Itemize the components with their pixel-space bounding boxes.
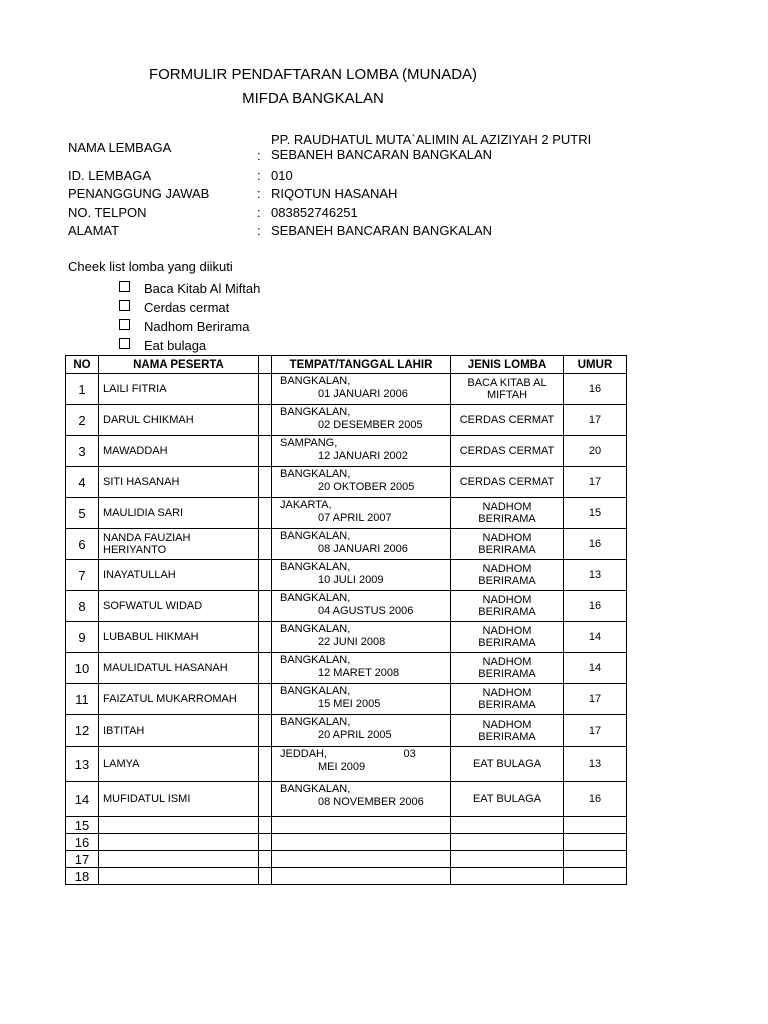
- checkbox-icon[interactable]: [119, 300, 130, 311]
- cell-tempat-tanggal: [272, 529, 451, 560]
- cell-tanggal: 22 JUNI 2008: [318, 636, 386, 648]
- cell-no: 2: [66, 405, 99, 436]
- cell-jenis-lomba: BACA KITAB AL MIFTAH: [451, 374, 564, 405]
- cell-no: 1: [66, 374, 99, 405]
- cell-no: 16: [66, 834, 99, 851]
- table-row: [66, 467, 627, 498]
- cell-umur: 17: [564, 467, 627, 498]
- info-label: ALAMAT: [68, 223, 120, 238]
- cell-spacer: [259, 560, 272, 591]
- cell-nama: LAMYA: [99, 747, 259, 782]
- table-row: [66, 374, 627, 405]
- cell-no: 6: [66, 529, 99, 560]
- cell-nama: [99, 851, 259, 868]
- table-row: [66, 529, 627, 560]
- form-title: FORMULIR PENDAFTARAN LOMBA (MUNADA): [148, 66, 478, 83]
- cell-jenis-lomba: EAT BULAGA: [451, 747, 564, 782]
- cell-umur: [564, 868, 627, 885]
- cell-jenis-lomba: NADHOM BERIRAMA: [451, 684, 564, 715]
- table-row: [66, 782, 627, 817]
- checklist-title: Cheek list lomba yang diikuti: [68, 259, 233, 274]
- cell-jenis-lomba: NADHOM BERIRAMA: [451, 560, 564, 591]
- cell-nama: SITI HASANAH: [99, 467, 259, 498]
- cell-jenis-lomba: CERDAS CERMAT: [451, 405, 564, 436]
- table-row: [66, 405, 627, 436]
- cell-tempat-tanggal: [272, 782, 451, 817]
- cell-tempat-tanggal: [272, 467, 451, 498]
- cell-no: 12: [66, 715, 99, 747]
- cell-tempat-tanggal: [272, 715, 451, 747]
- checklist-item-label: Cerdas cermat: [144, 300, 230, 315]
- cell-umur: 13: [564, 747, 627, 782]
- cell-spacer: [259, 747, 272, 782]
- table-row: [66, 653, 627, 684]
- cell-tempat: SAMPANG,: [280, 437, 338, 449]
- cell-tempat-tanggal: [272, 684, 451, 715]
- cell-tanggal: 04 AGUSTUS 2006: [318, 605, 414, 617]
- checkbox-icon[interactable]: [119, 319, 130, 330]
- table-row: [66, 834, 627, 851]
- header-nama-peserta: NAMA PESERTA: [99, 356, 259, 374]
- cell-spacer: [259, 436, 272, 467]
- cell-spacer: [259, 684, 272, 715]
- table-row: [66, 560, 627, 591]
- cell-tempat: BANGKALAN,: [280, 561, 351, 573]
- info-colon: :: [257, 205, 261, 220]
- cell-spacer: [259, 653, 272, 684]
- cell-no: 7: [66, 560, 99, 591]
- cell-tanggal: 07 APRIL 2007: [318, 512, 392, 524]
- cell-jenis-lomba: NADHOM BERIRAMA: [451, 653, 564, 684]
- info-value: SEBANEH BANCARAN BANGKALAN: [271, 223, 493, 238]
- cell-spacer: [259, 817, 272, 834]
- table-row: [66, 436, 627, 467]
- checklist-item[interactable]: [119, 338, 206, 353]
- table-row: [66, 868, 627, 885]
- cell-tempat: BANGKALAN,: [280, 654, 351, 666]
- cell-umur: 17: [564, 684, 627, 715]
- table-row: [66, 715, 627, 747]
- cell-tempat: BANGKALAN,: [280, 592, 351, 604]
- checkbox-icon[interactable]: [119, 281, 130, 292]
- cell-tempat: JEDDAH, 03: [280, 748, 416, 760]
- cell-nama: LUBABUL HIKMAH: [99, 622, 259, 653]
- cell-no: 15: [66, 817, 99, 834]
- cell-tanggal: 12 JANUARI 2002: [318, 450, 408, 462]
- cell-spacer: [259, 782, 272, 817]
- cell-tempat-tanggal: [272, 374, 451, 405]
- cell-umur: 20: [564, 436, 627, 467]
- cell-spacer: [259, 405, 272, 436]
- cell-no: 17: [66, 851, 99, 868]
- cell-nama: MAULIDATUL HASANAH: [99, 653, 259, 684]
- cell-umur: [564, 851, 627, 868]
- cell-tempat-tanggal: [272, 653, 451, 684]
- cell-tanggal: MEI 2009: [318, 761, 366, 773]
- cell-spacer: [259, 868, 272, 885]
- cell-no: 9: [66, 622, 99, 653]
- cell-umur: 16: [564, 591, 627, 622]
- info-label: NO. TELPON: [68, 205, 147, 220]
- cell-umur: 16: [564, 529, 627, 560]
- cell-tempat: BANGKALAN,: [280, 716, 351, 728]
- info-label: ID. LEMBAGA: [68, 168, 152, 183]
- cell-tanggal: 08 JANUARI 2006: [318, 543, 408, 555]
- info-value: 083852746251: [271, 205, 358, 220]
- table-row: [66, 684, 627, 715]
- cell-jenis-lomba: CERDAS CERMAT: [451, 467, 564, 498]
- cell-spacer: [259, 467, 272, 498]
- cell-umur: 14: [564, 622, 627, 653]
- cell-tempat: BANGKALAN,: [280, 685, 351, 697]
- cell-tempat-tanggal: [272, 591, 451, 622]
- cell-tempat: BANGKALAN,: [280, 783, 351, 795]
- info-label: PENANGGUNG JAWAB: [68, 186, 210, 201]
- cell-nama: SOFWATUL WIDAD: [99, 591, 259, 622]
- cell-tempat: BANGKALAN,: [280, 530, 351, 542]
- cell-no: 3: [66, 436, 99, 467]
- cell-no: 11: [66, 684, 99, 715]
- cell-spacer: [259, 834, 272, 851]
- form-subtitle: MIFDA BANGKALAN: [242, 90, 384, 107]
- cell-tempat-tanggal: [272, 834, 451, 851]
- cell-jenis-lomba: [451, 851, 564, 868]
- cell-jenis-lomba: [451, 817, 564, 834]
- cell-umur: 16: [564, 374, 627, 405]
- cell-spacer: [259, 851, 272, 868]
- table-header-row: [66, 356, 627, 374]
- cell-no: 18: [66, 868, 99, 885]
- cell-umur: [564, 817, 627, 834]
- cell-spacer: [259, 715, 272, 747]
- cell-jenis-lomba: [451, 834, 564, 851]
- cell-no: 10: [66, 653, 99, 684]
- cell-nama: IBTITAH: [99, 715, 259, 747]
- cell-no: 13: [66, 747, 99, 782]
- cell-tempat-tanggal: [272, 868, 451, 885]
- cell-umur: [564, 834, 627, 851]
- cell-tempat-tanggal: [272, 560, 451, 591]
- cell-jenis-lomba: NADHOM BERIRAMA: [451, 498, 564, 529]
- participant-table: [65, 355, 627, 885]
- info-value: RIQOTUN HASANAH: [271, 186, 398, 201]
- header-umur: UMUR: [564, 356, 627, 374]
- info-colon: :: [257, 148, 261, 163]
- cell-spacer: [259, 591, 272, 622]
- checklist-item-label: Nadhom Berirama: [144, 319, 250, 334]
- cell-tanggal: 02 DESEMBER 2005: [318, 419, 423, 431]
- cell-jenis-lomba: NADHOM BERIRAMA: [451, 622, 564, 653]
- cell-tanggal: 10 JULI 2009: [318, 574, 384, 586]
- info-colon: :: [257, 186, 261, 201]
- cell-spacer: [259, 374, 272, 405]
- cell-tanggal: 20 APRIL 2005: [318, 729, 392, 741]
- header-jenis-lomba: JENIS LOMBA: [451, 356, 564, 374]
- cell-nama: MAULIDIA SARI: [99, 498, 259, 529]
- cell-tanggal: 01 JANUARI 2006: [318, 388, 408, 400]
- info-colon: :: [257, 223, 261, 238]
- cell-spacer: [259, 622, 272, 653]
- cell-tempat-tanggal: [272, 436, 451, 467]
- cell-nama: FAIZATUL MUKARROMAH: [99, 684, 259, 715]
- cell-jenis-lomba: CERDAS CERMAT: [451, 436, 564, 467]
- cell-no: 5: [66, 498, 99, 529]
- info-value: PP. RAUDHATUL MUTA`ALIMIN AL AZIZIYAH 2 PUTRI SEBANEH BANCARAN BANGKALAN: [271, 132, 592, 162]
- table-row: [66, 591, 627, 622]
- checklist-item-label: Baca Kitab Al Miftah: [144, 281, 261, 296]
- cell-spacer: [259, 498, 272, 529]
- cell-tanggal: 15 MEI 2005: [318, 698, 381, 710]
- table-row: [66, 498, 627, 529]
- cell-tempat-tanggal: [272, 817, 451, 834]
- cell-tempat-tanggal: [272, 405, 451, 436]
- cell-nama: [99, 817, 259, 834]
- cell-nama: LAILI FITRIA: [99, 374, 259, 405]
- cell-no: 8: [66, 591, 99, 622]
- cell-tanggal: 08 NOVEMBER 2006: [318, 796, 424, 808]
- info-colon: :: [257, 168, 261, 183]
- cell-nama: DARUL CHIKMAH: [99, 405, 259, 436]
- checklist-item[interactable]: [119, 300, 229, 315]
- cell-jenis-lomba: NADHOM BERIRAMA: [451, 715, 564, 747]
- cell-umur: 14: [564, 653, 627, 684]
- cell-jenis-lomba: NADHOM BERIRAMA: [451, 591, 564, 622]
- cell-umur: 17: [564, 405, 627, 436]
- cell-nama: [99, 834, 259, 851]
- cell-nama: MAWADDAH: [99, 436, 259, 467]
- cell-umur: 16: [564, 782, 627, 817]
- checklist-item[interactable]: [119, 281, 260, 296]
- cell-jenis-lomba: NADHOM BERIRAMA: [451, 529, 564, 560]
- cell-nama: INAYATULLAH: [99, 560, 259, 591]
- cell-tempat: JAKARTA,: [280, 499, 332, 511]
- cell-jenis-lomba: EAT BULAGA: [451, 782, 564, 817]
- cell-nama: NANDA FAUZIAH HERIYANTO: [99, 529, 259, 560]
- cell-no: 14: [66, 782, 99, 817]
- table-row: [66, 622, 627, 653]
- cell-umur: 17: [564, 715, 627, 747]
- cell-tempat: BANGKALAN,: [280, 375, 351, 387]
- cell-tempat: BANGKALAN,: [280, 623, 351, 635]
- cell-jenis-lomba: [451, 868, 564, 885]
- cell-tempat-tanggal: [272, 851, 451, 868]
- info-value: 010: [271, 168, 293, 183]
- header-no: NO: [66, 356, 99, 374]
- checklist-item-label: Eat bulaga: [144, 338, 207, 353]
- cell-nama: [99, 868, 259, 885]
- cell-spacer: [259, 529, 272, 560]
- cell-tempat: BANGKALAN,: [280, 406, 351, 418]
- table-row: [66, 851, 627, 868]
- cell-nama: MUFIDATUL ISMI: [99, 782, 259, 817]
- info-label: NAMA LEMBAGA: [68, 140, 172, 155]
- cell-tempat-tanggal: [272, 498, 451, 529]
- table-row: [66, 747, 627, 782]
- cell-tempat-tanggal: [272, 747, 451, 782]
- checklist-item[interactable]: [119, 319, 250, 334]
- header-tempat-tanggal-lahir: TEMPAT/TANGGAL LAHIR: [272, 356, 451, 374]
- cell-tanggal: 20 OKTOBER 2005: [318, 481, 415, 493]
- cell-tempat-tanggal: [272, 622, 451, 653]
- header-spacer: [259, 356, 272, 374]
- checkbox-icon[interactable]: [119, 338, 130, 349]
- cell-umur: 13: [564, 560, 627, 591]
- cell-tanggal: 12 MARET 2008: [318, 667, 400, 679]
- cell-tempat: BANGKALAN,: [280, 468, 351, 480]
- table-row: [66, 817, 627, 834]
- cell-umur: 15: [564, 498, 627, 529]
- cell-no: 4: [66, 467, 99, 498]
